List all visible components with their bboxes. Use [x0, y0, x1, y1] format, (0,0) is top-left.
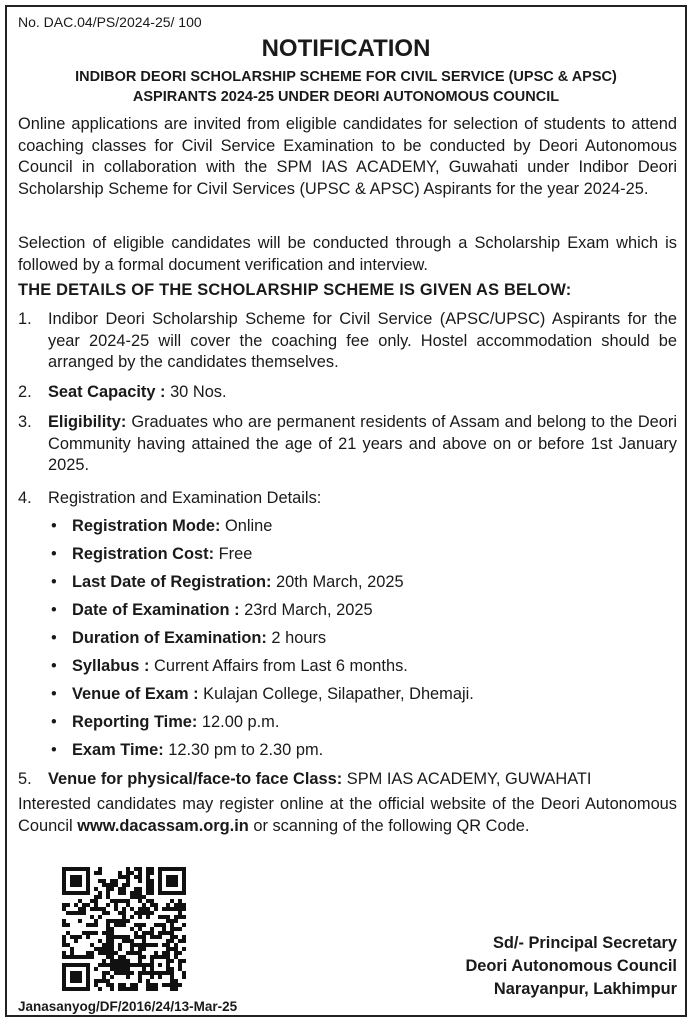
item-number: 5. [18, 770, 32, 788]
sub-item-value: Current Affairs from Last 6 months. [149, 657, 408, 675]
sub-item-label: Registration Mode: [72, 517, 221, 535]
sub-item-value: 12.00 p.m. [197, 713, 280, 731]
sub-item-label: Registration Cost: [72, 545, 215, 563]
details-heading: THE DETAILS OF THE SCHOLARSHIP SCHEME IS GIVEN AS BELOW: [18, 281, 572, 299]
item-eligibility [48, 412, 677, 477]
sub-item-value: Online [220, 517, 273, 535]
sub-item-value: Free [214, 545, 253, 563]
class-venue-value: SPM IAS ACADEMY, GUWAHATI [342, 770, 592, 788]
sub-item-registration-mode [72, 516, 272, 538]
intro-paragraph: Online applications are invited from eligible candidates for selection of students to attend coaching classes for Civil Service Examination to be conducted by Deori Autonomous Council in collaboration with the SPM IAS ACADEMY, Guwahati under Indibor Deori Scholarship Scheme for Civil Services (UPSC & APSC) Aspirants for the year 2024-25. [18, 115, 677, 198]
scheme-subtitle [17, 67, 675, 107]
signature-block [465, 932, 677, 1001]
closing-text: Interested candidates may register online at the official website of the Deori Autonomous Council [18, 795, 677, 835]
eligibility-label: Eligibility: [48, 413, 127, 431]
bullet: • [51, 601, 57, 619]
item-registration-details: Registration and Examination Details: [48, 489, 322, 507]
seat-capacity-value: 30 Nos. [165, 383, 227, 401]
bullet: • [51, 573, 57, 591]
sub-item-syllabus [72, 656, 408, 678]
sub-item-label: Duration of Examination: [72, 629, 267, 647]
subtitle-line-1: INDIBOR DEORI SCHOLARSHIP SCHEME FOR CIVIL SERVICE (UPSC & APSC) [75, 69, 617, 85]
website-link[interactable]: www.dacassam.org.in [77, 816, 249, 835]
seat-capacity-label: Seat Capacity : [48, 383, 166, 401]
notification-document [5, 5, 687, 1017]
sub-item-exam-date [72, 600, 373, 622]
item-number: 1. [18, 310, 32, 328]
eligibility-value: Graduates who are permanent residents of Assam and belong to the Deori Community having attained the age of 21 years and above on or before 1st January 2025. [48, 413, 677, 474]
subtitle-line-2: ASPIRANTS 2024-25 UNDER DEORI AUTONOMOUS COUNCIL [132, 89, 560, 105]
sub-item-registration-cost [72, 544, 252, 566]
item-number: 2. [18, 383, 32, 401]
sub-item-exam-time [72, 740, 323, 762]
sub-item-value: 20th March, 2025 [271, 573, 404, 591]
sub-item-last-date [72, 572, 404, 594]
sub-item-label: Venue of Exam : [72, 685, 199, 703]
bullet: • [51, 713, 57, 731]
notification-title: NOTIFICATION [261, 35, 431, 62]
signature-line-1: Sd/- Principal Secretary [492, 934, 677, 952]
sub-item-label: Reporting Time: [72, 713, 198, 731]
sub-item-value: 12.30 pm to 2.30 pm. [163, 741, 324, 759]
bullet: • [51, 741, 57, 759]
item-number: 3. [18, 413, 32, 431]
sub-item-duration [72, 628, 326, 650]
sub-item-label: Last Date of Registration: [72, 573, 272, 591]
bullet: • [51, 685, 57, 703]
signature-line-3: Narayanpur, Lakhimpur [493, 980, 677, 998]
bullet: • [51, 657, 57, 675]
selection-paragraph: Selection of eligible candidates will be conducted through a Scholarship Exam which is followed by a formal document verification and interview. [18, 234, 677, 274]
sub-item-label: Syllabus : [72, 657, 150, 675]
item-class-venue [48, 769, 677, 791]
bullet: • [51, 545, 57, 563]
sub-item-value: 2 hours [266, 629, 327, 647]
sub-item-value: Kulajan College, Silapather, Dhemaji. [198, 685, 474, 703]
class-venue-label: Venue for physical/face-to face Class: [48, 770, 343, 788]
bullet: • [51, 517, 57, 535]
closing-text-end: or scanning of the following QR Code. [248, 816, 530, 835]
sub-item-label: Date of Examination : [72, 601, 240, 619]
item-number: 4. [18, 489, 32, 507]
sub-item-reporting-time [72, 712, 279, 734]
footer-code: Janasanyog/DF/2016/24/13-Mar-25 [18, 999, 238, 1014]
closing-paragraph [18, 794, 677, 837]
item-seat-capacity [48, 382, 677, 404]
bullet: • [51, 629, 57, 647]
sub-item-value: 23rd March, 2025 [239, 601, 373, 619]
reference-number: No. DAC.04/PS/2024-25/ 100 [18, 14, 202, 30]
sub-item-venue [72, 684, 474, 706]
sub-item-label: Exam Time: [72, 741, 164, 759]
qr-code-icon[interactable] [62, 867, 186, 991]
item-coverage: Indibor Deori Scholarship Scheme for Civil Service (APSC/UPSC) Aspirants for the year 2024-25 will cover the coaching fee only. Hostel accommodation should be arranged by the candidates themselves. [48, 310, 677, 371]
signature-line-2: Deori Autonomous Council [465, 957, 677, 975]
